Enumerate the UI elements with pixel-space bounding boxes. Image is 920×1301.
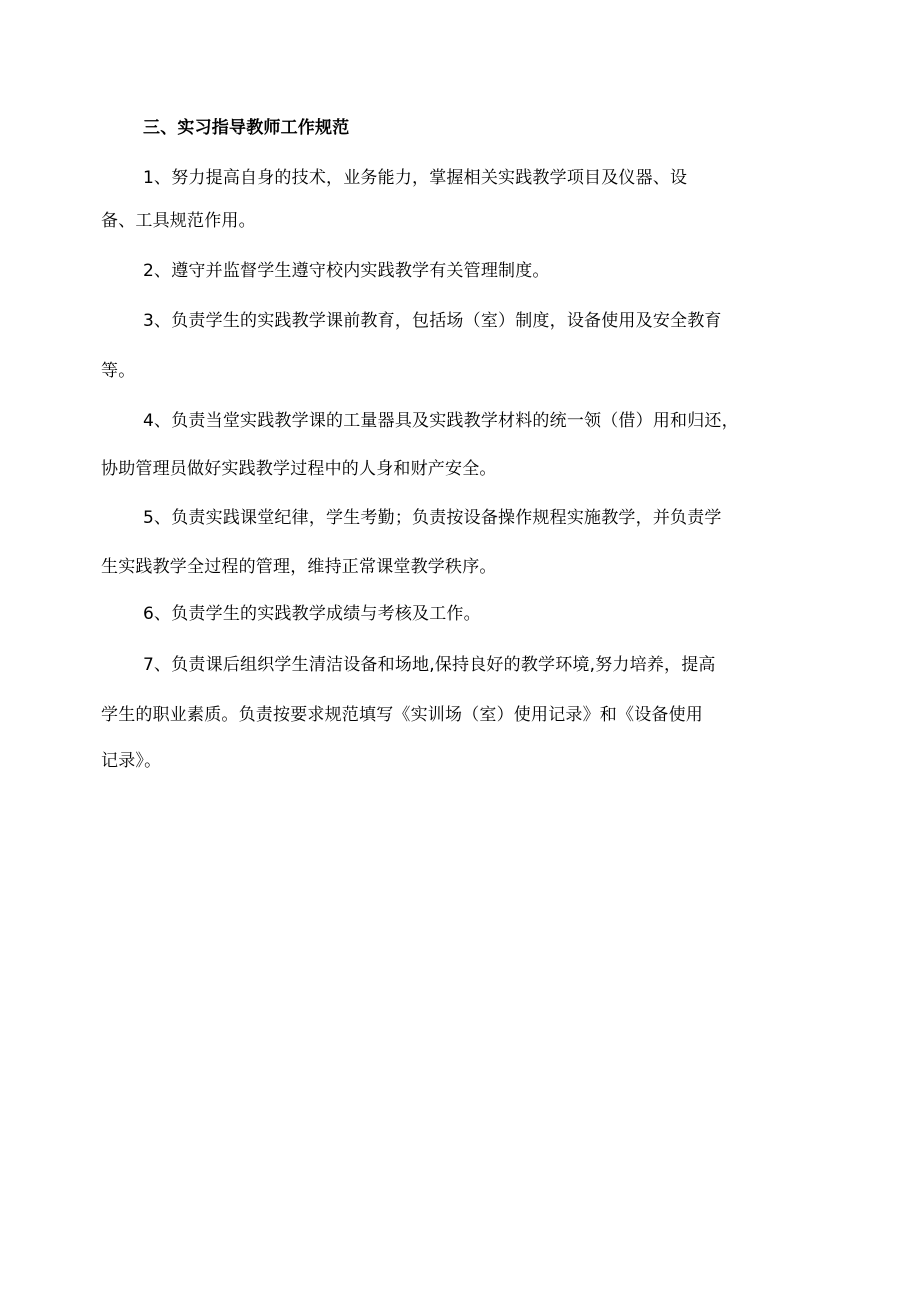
paragraph-7-line-1: 7、负责课后组织学生清洁设备和场地,保持良好的教学环境,努力培养，提高: [143, 655, 716, 675]
paragraph-6-line-1: 6、负责学生的实践教学成绩与考核及工作。: [143, 604, 481, 624]
section-title: 三、实习指导教师工作规范: [143, 118, 350, 138]
paragraph-4-line-1: 4、负责当堂实践教学课的工量器具及实践教学材料的统一领（借）用和归还，: [143, 411, 739, 431]
paragraph-5-line-2: 生实践教学全过程的管理，维持正常课堂教学秩序。: [101, 557, 497, 577]
paragraph-2-line-1: 2、遵守并监督学生遵守校内实践教学有关管理制度。: [143, 261, 550, 281]
paragraph-7-line-3: 记录》。: [101, 751, 162, 771]
paragraph-7-line-2: 学生的职业素质。负责按要求规范填写《实训场（室）使用记录》和《设备使用: [101, 705, 703, 725]
paragraph-5-line-1: 5、负责实践课堂纪律，学生考勤；负责按设备操作规程实施教学，并负责学: [143, 508, 722, 528]
paragraph-1-line-2: 备、工具规范作用。: [101, 211, 256, 231]
paragraph-4-line-2: 协助管理员做好实践教学过程中的人身和财产安全。: [101, 459, 497, 479]
paragraph-3-line-2: 等。: [101, 361, 136, 381]
paragraph-3-line-1: 3、负责学生的实践教学课前教育，包括场（室）制度，设备使用及安全教育: [143, 311, 722, 331]
paragraph-1-line-1: 1、努力提高自身的技术，业务能力，掌握相关实践教学项目及仪器、设: [143, 168, 688, 188]
